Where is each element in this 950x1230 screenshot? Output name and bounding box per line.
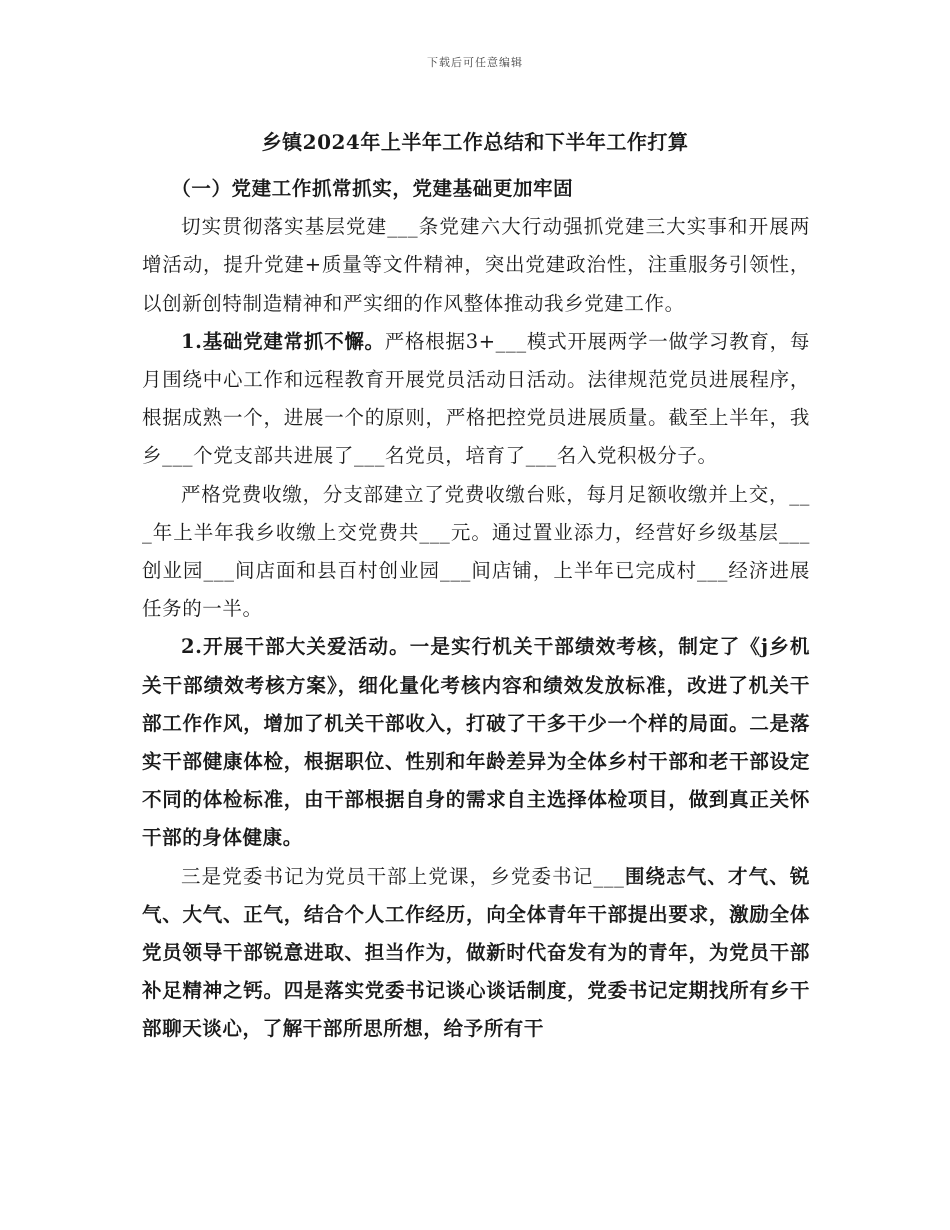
document-body [142, 170, 810, 1049]
paragraph-2-lead: 1.基础党建常抓不懈。 [181, 329, 385, 353]
paragraph-1: 切实贯彻落实基层党建___条党建六大行动强抓党建三大实事和开展两增活动，提升党建+质量等文件精神，突出党建政治性，注重服务引领性，以创新创特制造精神和严实细的作风整体推动我乡党建工作。 [142, 215, 810, 315]
paragraph-4: 2.开展干部大关爱活动。一是实行机关干部绩效考核，制定了《j乡机关干部绩效考核方案》，细化量化考核内容和绩效发放标准，改进了机关干部工作作风，增加了机关干部收入，打破了干多干少一个样的局面。二是落实干部健康体检，根据职位、性别和年龄差异为全体乡村干部和老干部设定不同的体检标准，由干部根据自身的需求自主选择体检项目，做到真正关怀干部的身体健康。 [142, 635, 810, 850]
header-note: 下载后可任意编辑 [427, 56, 523, 69]
paragraph-2-body: 严格根据3+___模式开展两学一做学习教育，每月围绕中心工作和远程教育开展党员活动日活动。法律规范党员进展程序，根据成熟一个，进展一个的原则，严格把控党员进展质量。截至上半年，我乡___个党支部共进展了___名党员，培育了___名入党积极分子。 [142, 329, 810, 468]
paragraph-3: 严格党费收缴，分支部建立了党费收缴台账，每月足额收缴并上交，___年上半年我乡收缴上交党费共___元。通过置业添力，经营好乡级基层___创业园___间店面和县百村创业园___间店铺，上半年已完成村___经济进展任务的一半。 [142, 482, 810, 621]
paragraph-5 [142, 858, 810, 1049]
document-title: 乡镇2024年上半年工作总结和下半年工作打算 [261, 130, 689, 154]
paragraph-5-rest: 围绕志气、才气、锐气、大气、正气，结合个人工作经历，向全体青年干部提出要求，激励全体党员领导干部锐意进取、担当作为，做新时代奋发有为的青年，为党员干部补足精神之钙。四是落实党委书记谈心谈话制度，党委书记定期找所有乡干部聊天谈心，了解干部所思所想，给予所有干 [142, 864, 810, 1041]
paragraph-5-start: 三是党委书记为党员干部上党课，乡党委书记___ [181, 864, 625, 888]
paragraph-2 [142, 323, 810, 476]
section-heading: （一）党建工作抓常抓实，党建基础更加牢固 [171, 177, 574, 200]
